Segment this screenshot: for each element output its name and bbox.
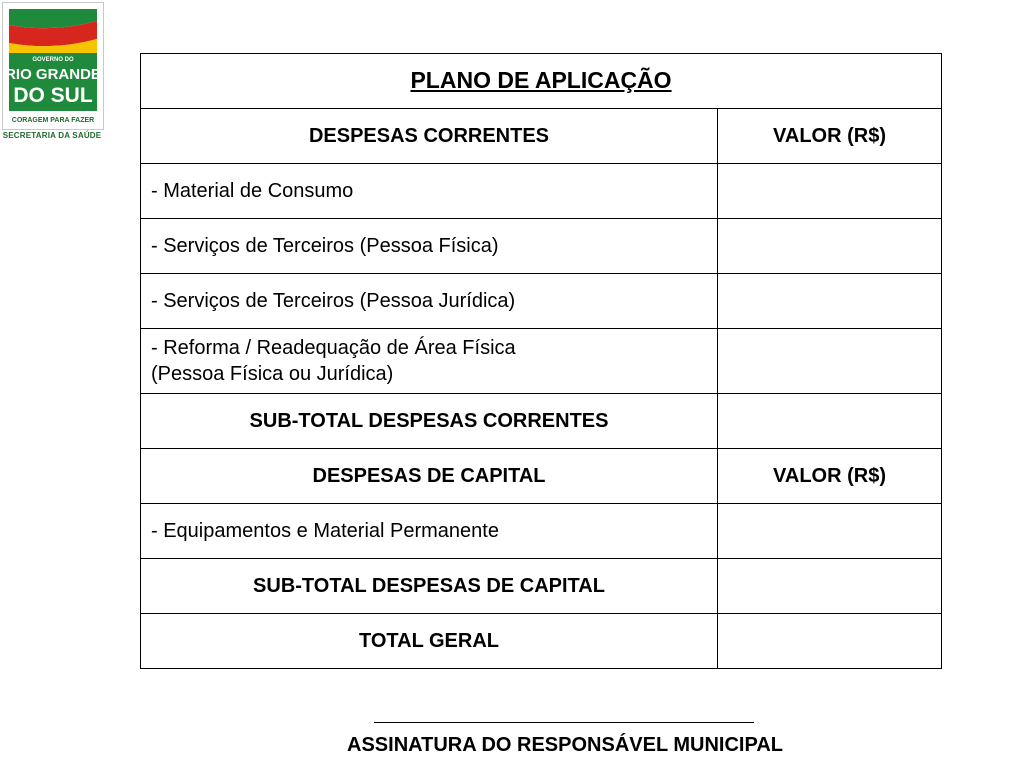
- item-reforma-area-fisica: [141, 329, 718, 394]
- rio-grande-do-sul-logo: [2, 2, 104, 130]
- value-cell[interactable]: [718, 504, 942, 559]
- current-subtotal-value[interactable]: [718, 394, 942, 449]
- capital-header-value-label: VALOR (R$): [718, 449, 942, 504]
- current-subtotal-row: [141, 394, 942, 449]
- logo-line-3: DO SUL: [13, 84, 93, 107]
- item-equipamentos: - Equipamentos e Material Permanente: [141, 504, 718, 559]
- current-subtotal-label: SUB-TOTAL DESPESAS CORRENTES: [141, 394, 718, 449]
- capital-header-label: DESPESAS DE CAPITAL: [141, 449, 718, 504]
- current-header-row: [141, 109, 942, 164]
- logo-line-1: GOVERNO DO: [32, 57, 74, 63]
- item-material-consumo: - Material de Consumo: [141, 164, 718, 219]
- item-servicos-pessoa-juridica: - Serviços de Terceiros (Pessoa Jurídica): [141, 274, 718, 329]
- logo-emblem-icon: [3, 3, 103, 129]
- logo-line-4: CORAGEM PARA FAZER: [11, 117, 95, 124]
- signature-line: [374, 722, 754, 723]
- capital-subtotal-value[interactable]: [718, 559, 942, 614]
- item-reforma-line-2: (Pessoa Física ou Jurídica): [151, 363, 394, 385]
- plan-table: [140, 53, 942, 669]
- table-row: [141, 219, 942, 274]
- logo-subtitle: SECRETARIA DA SAÚDE: [2, 131, 102, 140]
- capital-header-row: [141, 449, 942, 504]
- value-cell[interactable]: [718, 274, 942, 329]
- table-title-cell: [141, 54, 942, 109]
- capital-subtotal-label: SUB-TOTAL DESPESAS DE CAPITAL: [141, 559, 718, 614]
- value-cell[interactable]: [718, 329, 942, 394]
- table-title: PLANO DE APLICAÇÃO: [410, 67, 672, 94]
- item-reforma-line-1: - Reforma / Readequação de Área Física: [151, 337, 516, 359]
- total-label: TOTAL GERAL: [141, 614, 718, 669]
- table-title-row: [141, 54, 942, 109]
- total-row: [141, 614, 942, 669]
- table-row: [141, 329, 942, 394]
- value-cell[interactable]: [718, 164, 942, 219]
- table-row: [141, 504, 942, 559]
- capital-subtotal-row: [141, 559, 942, 614]
- table-row: [141, 164, 942, 219]
- value-cell[interactable]: [718, 219, 942, 274]
- current-header-label: DESPESAS CORRENTES: [141, 109, 718, 164]
- signature-label: ASSINATURA DO RESPONSÁVEL MUNICIPAL: [347, 734, 783, 756]
- logo-line-2: RIO GRANDE: [5, 66, 101, 83]
- table-row: [141, 274, 942, 329]
- current-header-value-label: VALOR (R$): [718, 109, 942, 164]
- total-value[interactable]: [718, 614, 942, 669]
- item-servicos-pessoa-fisica: - Serviços de Terceiros (Pessoa Física): [141, 219, 718, 274]
